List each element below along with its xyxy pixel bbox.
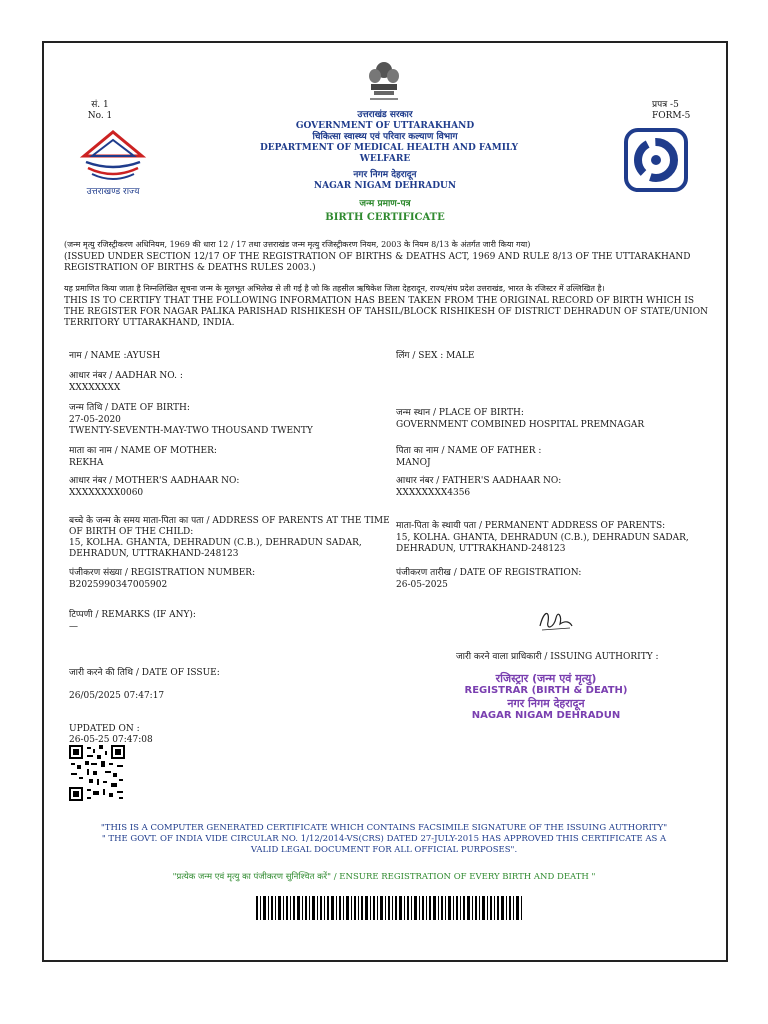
- dept-title-line1: DEPARTMENT OF MEDICAL HEALTH AND FAMILY: [260, 143, 519, 153]
- registration-number-value: B2025990347005902: [69, 580, 168, 590]
- aadhar-label: आधार नंबर / AADHAR NO. :: [69, 371, 183, 381]
- updated-on-value: 26-05-25 07:47:08: [69, 735, 153, 745]
- father-name-value: MANOJ: [396, 458, 431, 468]
- valid-document-note: VALID LEGAL DOCUMENT FOR ALL OFFICIAL PURPOSES".: [250, 845, 518, 855]
- stamp-line-2: REGISTRAR (BIRTH & DEATH): [464, 685, 628, 696]
- dept-title-line2: WELFARE: [359, 154, 411, 164]
- issued-under: (ISSUED UNDER SECTION 12/17 OF THE REGISTRATION OF BIRTHS & DEATHS ACT, 1969 AND RULE 8/13 OF THE UTTARAKHAND REGISTRATION OF BIRTHS & DEATHS RULES 2003.): [64, 252, 691, 273]
- date-of-issue-value: 26/05/2025 07:47:17: [69, 691, 165, 701]
- govt-circular-note: " THE GOVT. OF INDIA VIDE CIRCULAR NO. 1/12/2014-VS(CRS) DATED 27-JULY-2015 HAS APPROVED THIS CERTIFICATE AS A: [101, 834, 667, 844]
- father-aadhaar-label: आधार नंबर / FATHER'S AADHAAR NO:: [396, 476, 562, 486]
- registrar-stamp: [446, 672, 646, 722]
- address-at-birth-label-line2: OF BIRTH OF THE CHILD:: [69, 527, 194, 537]
- father-aadhaar-value: XXXXXXXX4356: [396, 488, 471, 498]
- barcode: [256, 896, 522, 920]
- mother-name-value: REKHA: [69, 458, 104, 468]
- certify-statement-hindi: यह प्रमाणित किया जाता है निम्नलिखित सूचना जन्म के मूलभूत अभिलेख से ली गई है जो कि तहसील ऋषिकेश जिला देहरादून, राज्य/संघ प्रदेश उत्तराखंड, भारत के रजिस्टर में उल्लिखित है।: [64, 284, 605, 293]
- logo-caption: उत्तराखण्ड राज्य: [86, 187, 140, 197]
- nigam-title: NAGAR NIGAM DEHRADUN: [313, 181, 457, 191]
- serial-no-hindi: सं. 1: [91, 100, 109, 110]
- mother-aadhaar-label: आधार नंबर / MOTHER'S AADHAAR NO:: [69, 476, 240, 486]
- stamp-line-3: नगर निगम देहरादून: [507, 697, 585, 710]
- registration-slogan: "प्रत्येक जन्म एवं मृत्यु का पंजीकरण सुनिश्चित करें" / ENSURE REGISTRATION OF EVERY BIRTH AND DEATH ": [172, 872, 596, 882]
- address-at-birth-line2: DEHRADUN, UTTRAKHAND-248123: [69, 549, 239, 559]
- registrar-signature: [536, 606, 576, 636]
- address-at-birth-label-line1: बच्चे के जन्म के समय माता-पिता का पता / ADDRESS OF PARENTS AT THE TIME: [69, 516, 390, 526]
- updated-on-label: UPDATED ON :: [69, 724, 140, 734]
- mother-name-label: माता का नाम / NAME OF MOTHER:: [69, 446, 217, 456]
- child-name: नाम / NAME :AYUSH: [69, 351, 161, 361]
- stamp-line-4: NAGAR NIGAM DEHRADUN: [471, 710, 621, 721]
- issuing-authority-label: जारी करने वाला प्राधिकारी / ISSUING AUTHORITY :: [456, 652, 659, 662]
- permanent-address-label: माता-पिता के स्थायी पता / PERMANENT ADDRESS OF PARENTS:: [396, 521, 666, 531]
- dept-title-hindi: चिकित्सा स्वास्थ्य एवं परिवार कल्याण विभाग: [312, 132, 458, 142]
- mother-aadhaar-value: XXXXXXXX0060: [69, 488, 144, 498]
- address-at-birth-line1: 15, KOLHA. GHANTA, DEHRADUN (C.B.), DEHRADUN SADAR,: [69, 538, 362, 548]
- national-emblem: [366, 60, 402, 104]
- pob-label: जन्म स्थान / PLACE OF BIRTH:: [396, 408, 524, 418]
- permanent-address-line1: 15, KOLHA. GHANTA, DEHRADUN (C.B.), DEHRADUN SADAR,: [396, 533, 689, 543]
- form-no: FORM-5: [652, 111, 691, 121]
- pob-value: GOVERNMENT COMBINED HOSPITAL PREMNAGAR: [396, 420, 645, 430]
- father-name-label: पिता का नाम / NAME OF FATHER :: [396, 446, 542, 456]
- form-no-hindi: प्रपत्र -5: [652, 100, 679, 110]
- certificate-title: BIRTH CERTIFICATE: [325, 212, 445, 223]
- remarks-value: —: [69, 622, 78, 632]
- gov-title-hindi: उत्तराखंड सरकार: [357, 110, 413, 120]
- uttarakhand-logo: [78, 126, 148, 186]
- gov-title: GOVERNMENT OF UTTARAKHAND: [295, 121, 475, 131]
- dob-value: 27-05-2020: [69, 415, 121, 425]
- stamp-line-1: रजिस्ट्रार (जन्म एवं मृत्यु): [495, 672, 597, 685]
- dob-in-words: TWENTY-SEVENTH-MAY-TWO THOUSAND TWENTY: [69, 426, 313, 436]
- permanent-address-line2: DEHRADUN, UTTRAKHAND-248123: [396, 544, 566, 554]
- child-sex: लिंग / SEX : MALE: [396, 351, 475, 361]
- computer-generated-note: "THIS IS A COMPUTER GENERATED CERTIFICATE WHICH CONTAINS FACSIMILE SIGNATURE OF THE ISSUING AUTHORITY": [100, 823, 668, 833]
- serial-no: No. 1: [87, 111, 113, 121]
- date-of-issue-label: जारी करने की तिथि / DATE OF ISSUE:: [69, 668, 220, 678]
- registration-date-value: 26-05-2025: [396, 580, 448, 590]
- nigam-title-hindi: नगर निगम देहरादून: [353, 170, 417, 180]
- remarks-label: टिप्पणी / REMARKS (IF ANY):: [69, 610, 196, 620]
- certificate-title-hindi: जन्म प्रमाण-पत्र: [359, 199, 411, 209]
- issued-under-hindi: (जन्म मृत्यु रजिस्ट्रीकरण अधिनियम, 1969 की धारा 12 / 17 तथा उत्तराखंड जन्म मृत्यु रजिस्ट्रीकरण नियम, 2003 के नियम 8/13 के अंतर्गत जारी किया गया): [64, 240, 531, 249]
- registration-date-label: पंजीकरण तारीख / DATE OF REGISTRATION:: [396, 568, 582, 578]
- certify-statement: THIS IS TO CERTIFY THAT THE FOLLOWING INFORMATION HAS BEEN TAKEN FROM THE ORIGINAL RECORD OF BIRTH WHICH IS THE REGISTER FOR NAGAR PALIKA PARISHAD RISHIKESH OF TAHSIL/BLOCK RISHIKESH OF DISTRICT DEHRADUN OF STATE/UNION TERRITORY UTTARAKHAND, INDIA.: [64, 296, 708, 328]
- registration-number-label: पंजीकरण संख्या / REGISTRATION NUMBER:: [69, 568, 256, 578]
- health-dept-logo: [624, 128, 688, 192]
- dob-label: जन्म तिथि / DATE OF BIRTH:: [69, 403, 190, 413]
- aadhar-value: XXXXXXXX: [69, 383, 121, 393]
- qr-code: [69, 745, 125, 801]
